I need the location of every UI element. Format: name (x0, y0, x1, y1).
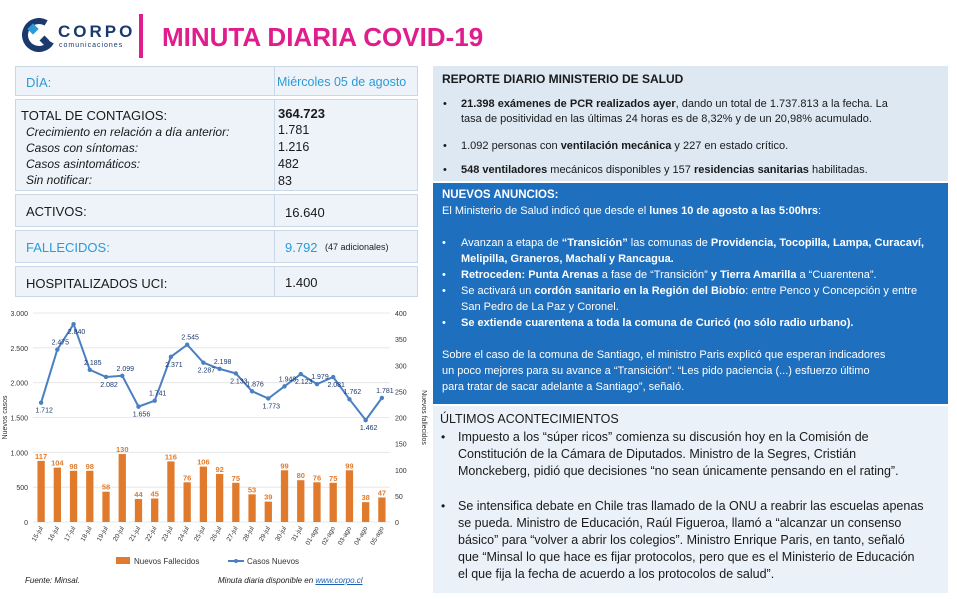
dia-value: Miércoles 05 de agosto (277, 75, 407, 89)
line-point-casos-nuevos (120, 374, 124, 378)
ultimos-item-2-l5: el que fija la fecha de acuerdo a los protocolos de salud”. (458, 567, 775, 581)
stats-row-activos (15, 194, 418, 227)
sub-value-sintomas: 1.216 (278, 140, 310, 154)
bar-nuevos-fallecidos (200, 467, 207, 522)
bar-nuevos-fallecidos (70, 471, 77, 522)
bar-data-label: 99 (345, 461, 354, 471)
bar-data-label: 44 (134, 490, 143, 500)
anuncios-intro (442, 204, 942, 220)
line-point-casos-nuevos (266, 396, 270, 400)
bar-data-label: 38 (361, 493, 370, 503)
bullet-dot: • (442, 317, 446, 329)
bar-data-label: 92 (215, 464, 224, 474)
right-tick-label: 100 (395, 467, 407, 475)
reporte-item-pcr (461, 97, 943, 113)
reporte-item-ventiladores (461, 163, 943, 179)
x-tick-label: 18-jul (79, 525, 94, 543)
legend-swatch-fallecidos (116, 557, 130, 564)
line-point-casos-nuevos (250, 389, 254, 393)
bar-nuevos-fallecidos (346, 470, 353, 522)
anuncio-santiago-l1: Sobre el caso de la comuna de Santiago, el ministro Paris explicó que esperan indicadores (442, 349, 886, 361)
line-data-label: 2.082 (100, 381, 118, 389)
bar-nuevos-fallecidos (297, 480, 304, 522)
left-tick-label: 2.500 (10, 345, 28, 353)
uci-value: 1.400 (285, 275, 318, 290)
line-point-casos-nuevos (153, 399, 157, 403)
line-data-label: 2.133 (230, 378, 248, 386)
line-point-casos-nuevos (331, 375, 335, 379)
right-tick-label: 250 (395, 389, 407, 397)
bar-nuevos-fallecidos (86, 471, 93, 522)
line-point-casos-nuevos (39, 401, 43, 405)
bar-data-label: 104 (51, 458, 64, 468)
right-tick-label: 400 (395, 311, 407, 318)
bar-nuevos-fallecidos (232, 483, 239, 522)
anuncio-retroceden-bold2: y Tierra Amarilla (710, 269, 797, 281)
sub-label-sintomas: Casos con síntomas: (26, 141, 139, 155)
bar-nuevos-fallecidos (313, 482, 320, 522)
sub-value-sin-notificar: 83 (278, 174, 292, 188)
x-tick-label: 25-jul (193, 525, 208, 543)
anuncio-transicion-a: Avanzan a etapa de (461, 237, 562, 249)
x-tick-label: 26-jul (209, 525, 224, 543)
left-tick-label: 1.500 (10, 415, 28, 423)
anuncio-retroceden-bold1: Retroceden: Punta Arenas (461, 269, 599, 281)
ultimos-item-1-l2: Constitución de la Cámara de Diputados. Ministro de la Segres, Cristián (458, 447, 857, 461)
sub-label-asintomaticos: Casos asintomáticos: (26, 157, 141, 171)
bar-data-label: 45 (150, 489, 159, 499)
anuncio-cordon (461, 284, 945, 300)
ultimos-heading: ÚLTIMOS ACONTECIMIENTOS (440, 412, 619, 426)
anuncio-cordon-rest: : entre Penco y Concepción y entre (745, 285, 918, 297)
bullet-dot: • (443, 140, 447, 152)
bar-data-label: 117 (35, 451, 48, 461)
y-axis-right-title: Nuevos fallecidos (420, 390, 427, 445)
reporte-panel (433, 66, 948, 181)
reporte-ventilacion-bold: ventilación mecánica (560, 140, 672, 152)
x-tick-label: 04-ago (353, 525, 370, 547)
bar-data-label: 80 (296, 471, 305, 481)
fallecidos-extra: (47 adicionales) (325, 242, 389, 252)
covid-chart (0, 303, 430, 599)
fallecidos-value: 9.792 (285, 240, 318, 255)
line-point-casos-nuevos (88, 368, 92, 372)
dia-label: DÍA: (26, 75, 52, 90)
ultimos-panel (433, 406, 948, 593)
anuncio-retroceden (461, 268, 945, 284)
reporte-ventilacion-a: 1.092 personas con (461, 140, 561, 152)
activos-value: 16.640 (285, 205, 325, 220)
x-tick-label: 22-jul (144, 525, 159, 543)
corpo-logo (22, 18, 152, 58)
bar-nuevos-fallecidos (167, 461, 174, 522)
x-tick-label: 19-jul (95, 525, 110, 543)
reporte-residencias-bold: residencias sanitarias (693, 164, 809, 176)
anuncio-transicion-bold2: Providencia, Tocopilla, Lampa, Curacaví, (710, 237, 925, 249)
anuncio-cordon-bold: cordón sanitario en la Región del Biobío (534, 285, 746, 297)
x-tick-label: 28-jul (241, 525, 256, 543)
x-tick-label: 01-ago (304, 525, 321, 547)
legend-label-fallecidos: Nuevos Fallecidos (134, 557, 200, 566)
x-tick-label: 21-jul (128, 525, 143, 543)
right-tick-label: 0 (395, 520, 399, 527)
stats-row-dia (15, 66, 418, 96)
anuncio-transicion-bold1: “Transición” (561, 237, 628, 249)
bar-nuevos-fallecidos (362, 502, 369, 522)
x-tick-label: 15-jul (30, 525, 45, 543)
total-contagios-value: 364.723 (278, 106, 325, 121)
bullet-dot: • (442, 237, 446, 249)
anuncios-panel (433, 183, 948, 404)
chart-minuta-text: Minuta diaria disponible en (218, 576, 316, 585)
anuncio-cordon-line2: San Pedro de La Paz y Coronel. (461, 301, 619, 313)
line-data-label: 1.656 (132, 411, 151, 419)
activos-label: ACTIVOS: (26, 204, 87, 219)
anuncio-santiago-l2: un poco mejores para su avance a “Transición”. “Les pido paciencia (...) esfuerzo último (442, 365, 870, 377)
line-data-label: 2.198 (213, 358, 232, 366)
line-data-label: 1.979 (311, 374, 329, 382)
bar-nuevos-fallecidos (151, 498, 158, 522)
bar-data-label: 76 (312, 473, 322, 483)
anuncios-intro-bold: lunes 10 de agosto a las 5:00hrs (649, 205, 819, 217)
ultimos-item-1-l1: Impuesto a los “súper ricos” comienza su discusión hoy en la Comisión de (458, 430, 869, 444)
right-tick-label: 350 (395, 337, 407, 345)
x-tick-label: 31-jul (290, 525, 305, 543)
line-data-label: 2.123 (294, 379, 313, 387)
x-tick-label: 24-jul (176, 525, 191, 543)
line-data-label: 1.876 (246, 381, 264, 389)
header-divider (139, 14, 143, 58)
bullet-dot: • (441, 499, 446, 513)
bar-nuevos-fallecidos (135, 499, 142, 522)
line-data-label: 2.840 (67, 329, 86, 337)
anuncio-retroceden-rest: a “Cuarentena”. (796, 269, 877, 281)
line-data-label: 2.185 (84, 359, 102, 367)
bar-nuevos-fallecidos (378, 497, 385, 522)
corpo-logo-icon (22, 18, 56, 52)
line-data-label: 2.099 (116, 365, 135, 373)
line-data-label: 1.948 (278, 376, 297, 384)
sub-label-crecimiento: Crecimiento en relación a día anterior: (26, 125, 230, 139)
line-point-casos-nuevos (71, 322, 75, 326)
bar-nuevos-fallecidos (216, 474, 223, 522)
logo-name: CORPO (58, 22, 136, 41)
reporte-item-pcr-line2: tasa de positividad en las últimas 24 horas es de 8,32% y de un 20,98% acumulado. (461, 113, 872, 125)
anuncios-heading: NUEVOS ANUNCIOS: (442, 189, 559, 201)
line-data-label: 1.762 (343, 389, 362, 397)
ultimos-item-2-l4: que “Minsal lo que hace es fijar protocolos, pero que es el Ministerio de Educación (458, 550, 915, 564)
y-axis-left-title: Nuevos casos (2, 395, 9, 440)
reporte-heading: REPORTE DIARIO MINISTERIO DE SALUD (442, 72, 684, 86)
legend-label-casos: Casos Nuevos (247, 557, 300, 566)
sub-value-crecimiento: 1.781 (278, 123, 310, 137)
bullet-dot: • (443, 164, 447, 176)
line-point-casos-nuevos (136, 404, 140, 408)
ultimos-item-2-l2: se pueda. Ministro de Educación, Raúl Figueroa, llamó a “alcanzar un consenso (458, 516, 902, 530)
bar-nuevos-fallecidos (330, 483, 337, 522)
bar-data-label: 58 (101, 482, 111, 492)
left-tick-label: 2.000 (10, 380, 28, 388)
reporte-pcr-bold: 21.398 exámenes de PCR realizados ayer (461, 98, 676, 110)
anuncio-transicion-mid: las comunas de (627, 237, 711, 249)
reporte-ventiladores-mid: mecánicos disponibles y 157 (547, 164, 694, 176)
right-tick-label: 200 (395, 415, 407, 423)
x-tick-label: 29-jul (258, 525, 273, 543)
bar-data-label: 98 (69, 461, 78, 471)
bullet-dot: • (442, 285, 446, 297)
anuncio-cordon-a: Se activará un (461, 285, 535, 297)
bar-data-label: 130 (115, 445, 129, 455)
page-title: MINUTA DIARIA COVID-19 (162, 22, 484, 52)
x-tick-label: 20-jul (111, 525, 126, 543)
bullet-dot: • (441, 430, 446, 444)
line-point-casos-nuevos (201, 360, 205, 364)
line-point-casos-nuevos (363, 418, 367, 422)
left-tick-label: 500 (16, 485, 28, 493)
line-point-casos-nuevos (55, 347, 59, 351)
ultimos-item-2-l1: Se intensifica debate en Chile tras llamado de la ONU a reabrir las escuelas apenas (458, 499, 924, 513)
line-data-label: 1.462 (359, 425, 378, 433)
left-tick-label: 0 (24, 520, 28, 527)
chart-svg (0, 303, 430, 573)
right-tick-label: 300 (395, 363, 407, 371)
x-tick-label: 27-jul (225, 525, 240, 543)
x-tick-label: 30-jul (274, 525, 289, 543)
right-tick-label: 150 (395, 441, 407, 449)
total-contagios-label: TOTAL DE CONTAGIOS: (21, 108, 168, 123)
anuncio-curico: Se extiende cuarentena a toda la comuna de Curicó (no sólo radio urbano). (461, 317, 854, 329)
anuncios-intro-a: El Ministerio de Salud indicó que desde el (442, 205, 650, 217)
uci-label: HOSPITALIZADOS UCI: (26, 276, 168, 291)
bullet-dot: • (442, 269, 446, 281)
anuncio-transicion (461, 236, 945, 252)
anuncio-santiago-l3: para tratar de sacar adelante a Santiago”, señaló. (442, 381, 685, 393)
ultimos-item-1-l3: Monckeberg, pidió que decisiones “no sean únicamente pensando en el rating”. (458, 464, 899, 478)
line-point-casos-nuevos (185, 342, 189, 346)
stats-row-contagios (15, 99, 418, 191)
line-point-casos-nuevos (169, 355, 173, 359)
x-tick-label: 16-jul (47, 525, 62, 543)
legend-point-casos (234, 559, 238, 563)
x-tick-label: 17-jul (63, 525, 78, 543)
bar-data-label: 39 (264, 492, 273, 502)
bar-nuevos-fallecidos (265, 502, 272, 522)
line-point-casos-nuevos (347, 397, 351, 401)
bar-data-label: 116 (164, 452, 177, 462)
bar-data-label: 98 (85, 461, 94, 471)
fallecidos-label: FALLECIDOS: (26, 240, 110, 255)
bar-data-label: 99 (280, 461, 289, 471)
anuncios-intro-rest: : (818, 205, 822, 217)
reporte-ventiladores-rest: habilitadas. (808, 164, 868, 176)
line-data-label: 2.371 (165, 361, 183, 369)
reporte-pcr-rest: , dando un total de 1.737.813 a la fecha. La (675, 98, 888, 110)
anuncio-retroceden-mid: a fase de “Transición” (598, 269, 711, 281)
anuncio-transicion-line2: Melipilla, Graneros, Machalí y Rancagua. (461, 253, 674, 265)
sub-value-asintomaticos: 482 (278, 157, 299, 171)
bar-data-label: 75 (329, 473, 338, 483)
line-data-label: 2.287 (197, 367, 216, 375)
bar-data-label: 47 (377, 488, 387, 498)
x-tick-label: 05-ago (369, 525, 386, 547)
line-point-casos-nuevos (299, 372, 303, 376)
line-data-label: 1.781 (376, 387, 394, 395)
bar-nuevos-fallecidos (119, 454, 126, 522)
corpo-link[interactable]: www.corpo.cl (315, 576, 363, 585)
line-point-casos-nuevos (217, 367, 221, 371)
bar-nuevos-fallecidos (54, 468, 61, 522)
reporte-ventilacion-rest: y 227 en estado crítico. (671, 140, 789, 152)
left-tick-label: 1.000 (10, 450, 28, 458)
bar-nuevos-fallecidos (248, 494, 255, 522)
line-data-label: 2.081 (327, 382, 345, 390)
bar-nuevos-fallecidos (37, 461, 44, 522)
line-point-casos-nuevos (380, 396, 384, 400)
line-data-label: 1.712 (35, 407, 53, 415)
chart-minuta-note (218, 576, 363, 585)
line-data-label: 2.475 (51, 339, 70, 347)
reporte-item-ventilacion (461, 139, 943, 155)
line-data-label: 2.545 (181, 334, 199, 342)
logo-subtitle: comunicaciones (59, 42, 124, 49)
sub-label-sin-notificar: Sin notificar: (26, 173, 93, 187)
left-tick-label: 3.000 (10, 311, 28, 318)
ultimos-item-2-l3: básico” para “volver a abrir los colegios”. Ministro Enrique Paris, en tanto, señaló (458, 533, 905, 547)
bar-data-label: 76 (182, 473, 192, 483)
bar-data-label: 75 (231, 473, 241, 483)
line-point-casos-nuevos (282, 384, 286, 388)
line-data-label: 1.741 (148, 390, 167, 398)
stats-row-uci (15, 266, 418, 297)
x-tick-label: 23-jul (160, 525, 175, 543)
bar-nuevos-fallecidos (102, 492, 109, 522)
x-tick-label: 03-ago (336, 525, 354, 547)
stats-row-fallecidos (15, 230, 418, 263)
stats-table (15, 66, 418, 300)
line-point-casos-nuevos (104, 375, 108, 379)
line-point-casos-nuevos (315, 382, 319, 386)
x-tick-label: 02-ago (320, 525, 337, 547)
bar-data-label: 106 (197, 457, 210, 467)
reporte-ventiladores-bold: 548 ventiladores (461, 164, 548, 176)
bar-nuevos-fallecidos (184, 482, 191, 522)
bar-nuevos-fallecidos (281, 470, 288, 522)
chart-source: Fuente: Minsal. (25, 576, 80, 585)
bar-data-label: 53 (247, 485, 257, 495)
line-point-casos-nuevos (234, 371, 238, 375)
bullet-dot: • (443, 98, 447, 110)
line-data-label: 1.773 (262, 403, 281, 411)
right-tick-label: 50 (395, 493, 403, 501)
